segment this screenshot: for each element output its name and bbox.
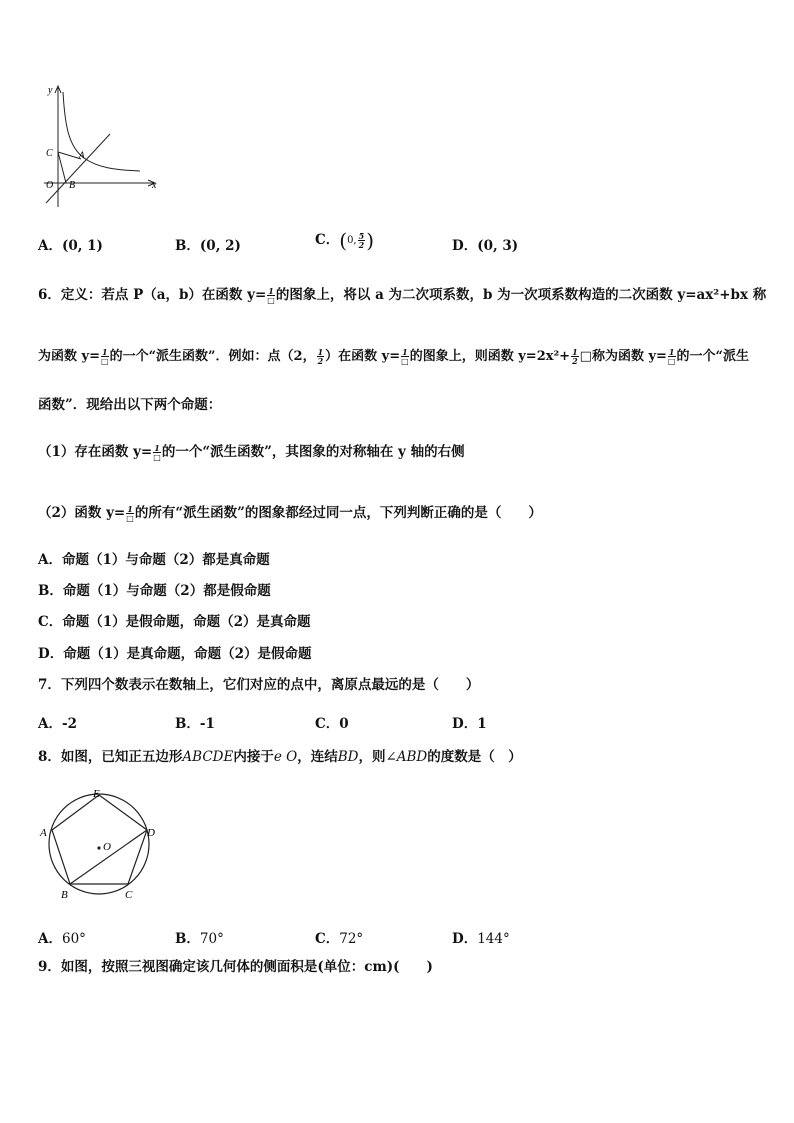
q6-line1-frac-den: □	[267, 295, 275, 305]
q5-option-b-text: (0, 2)	[199, 238, 241, 254]
q6-line2-part-e: □称为函数 y=	[579, 349, 667, 364]
q6-line2-frac3-num: 1	[668, 347, 675, 357]
q6-stem-line2	[38, 348, 749, 365]
q8-option-d-text: 144°	[477, 931, 510, 947]
q8-stem-bd: BD	[337, 749, 359, 765]
q5-option-d-letter: D．	[452, 238, 478, 254]
q6-line2-half-den: 2	[317, 356, 324, 366]
q6-proposition-1	[38, 444, 465, 461]
q8-option-a	[38, 927, 86, 947]
q7-option-a-text: -2	[61, 716, 77, 732]
q6-stem-line1	[38, 287, 766, 304]
q6-line2-frac1-num: 1	[101, 347, 108, 357]
q7-option-c-letter: C．	[315, 716, 340, 732]
q6-option-b: B．命题（1）与命题（2）都是假命题	[38, 583, 271, 599]
q5-option-d	[452, 234, 518, 254]
q8-pentagon-circle-figure	[36, 786, 166, 906]
q5-option-c-frac-num: 5	[358, 231, 365, 241]
q8-stem	[38, 749, 522, 765]
q6-line2-part-c: ）在函数 y=	[325, 349, 401, 364]
q6-line2-fraction-1	[101, 348, 109, 365]
q6-option-a: A．命题（1）与命题（2）都是真命题	[38, 552, 270, 568]
q7-option-d-text: 1	[477, 716, 487, 732]
q6-line2-frac2-num: 1	[402, 347, 408, 357]
q6-proposition-2	[38, 505, 542, 522]
q6-line2-part-b: 的一个“派生函数”．例如：点（2，	[109, 349, 316, 364]
q6-prop1-frac-num: 1	[154, 443, 160, 453]
q8-option-a-text: 60°	[61, 931, 86, 947]
q8-stem-part-d: ，则	[358, 749, 386, 765]
q9-stem: 9．如图，按照三视图确定该几何体的侧面积是(单位：cm)( )	[38, 959, 433, 975]
q6-line2-half2-num: 1	[572, 347, 578, 357]
q7-option-b	[175, 712, 215, 732]
q8-stem-part-a: 8．如图，已知正五边形	[38, 749, 183, 765]
q8-stem-part-b: 内接于	[233, 749, 274, 765]
q6-line2-fraction-half	[317, 348, 325, 365]
q5-option-c-frac-den: 2	[358, 240, 365, 250]
q8-option-d-letter: D．	[452, 931, 478, 947]
q7-option-a-letter: A．	[38, 716, 62, 732]
q6-line1-frac-num: 1	[268, 286, 274, 296]
q5-option-a	[38, 234, 103, 254]
q6-line2-frac2-den: □	[401, 356, 409, 366]
q6-line2-frac3-den: □	[667, 356, 676, 366]
q8-fig-label-a: A	[40, 827, 47, 839]
fig5-label-c: C	[46, 148, 53, 159]
q6-stem-line3: 函数”．现给出以下两个命题：	[38, 397, 222, 413]
q6-prop2-frac-den: □	[126, 513, 134, 523]
q8-option-b-text: 70°	[199, 931, 224, 947]
q8-option-c-letter: C．	[315, 931, 340, 947]
q6-prop2-frac-num: 1	[127, 504, 133, 514]
q5-option-a-letter: A．	[38, 238, 62, 254]
q6-line1-fraction	[267, 287, 275, 304]
q5-option-c: C．(0, $\frac{5}{2}$ )	[315, 228, 374, 253]
q8-fig-label-b: B	[61, 889, 68, 901]
q7-option-b-text: -1	[199, 716, 215, 732]
q6-prop2-fraction	[126, 505, 134, 522]
q6-prop1-part-a: （1）存在函数 y=	[38, 444, 153, 460]
q6-option-d: D．命题（1）是真命题，命题（2）是假命题	[38, 646, 312, 662]
q6-line2-half2-den: 2	[572, 356, 578, 366]
q6-line1-part-b: 的图象上，将以 a 为二次项系数，b 为一次项系数构造的二次函数 y=ax²+bx 称	[275, 287, 767, 303]
q6-option-c: C．命题（1）是假命题，命题（2）是真命题	[38, 614, 311, 630]
q8-fig-label-d: D	[147, 827, 155, 839]
q7-option-b-letter: B．	[175, 716, 200, 732]
q6-prop2-part-a: （2）函数 y=	[38, 505, 126, 521]
q7-option-d	[452, 712, 487, 732]
q8-option-c-text: 72°	[339, 931, 364, 947]
q8-stem-pentagon: ABCDE	[182, 749, 234, 765]
q5-option-a-text: (0, 1)	[61, 238, 103, 254]
q7-option-d-letter: D．	[452, 716, 478, 732]
q6-prop1-part-b: 的一个“派生函数”，其图象的对称轴在 y 轴的右侧	[161, 444, 465, 460]
fig5-label-x: x	[152, 180, 157, 191]
q6-line2-part-a: 为函数 y=	[38, 349, 100, 364]
q8-option-d	[452, 927, 510, 947]
q8-fig-label-e: E	[93, 788, 100, 800]
q6-line2-fraction-half-2	[571, 348, 579, 365]
q5-option-b	[175, 234, 241, 254]
q5-option-c-letter: C．	[315, 232, 340, 248]
q6-prop1-fraction	[153, 444, 161, 461]
q6-line2-fraction-2	[401, 348, 409, 365]
q6-line1-part-a: 6．定义：若点 P（a，b）在函数 y=	[38, 287, 267, 303]
q7-option-a	[38, 712, 77, 732]
q6-line2-part-d: 的图象上，则函数 y=2x²+	[409, 349, 571, 364]
q5-option-c-fraction	[358, 232, 366, 249]
q7-stem: 7．下列四个数表示在数轴上，它们对应的点中，离原点最远的是（ ）	[38, 677, 480, 693]
q8-stem-part-c: ，连结	[297, 749, 338, 765]
q8-fig-label-o: O	[103, 841, 111, 853]
q6-prop2-part-b: 的所有“派生函数”的图象都经过同一点，下列判断正确的是（ ）	[134, 505, 542, 521]
q8-option-c	[315, 927, 363, 947]
q7-option-c	[315, 712, 349, 732]
q5-option-d-text: (0, 3)	[477, 238, 519, 254]
fig5-label-b: B	[69, 180, 76, 191]
q6-line2-frac1-den: □	[100, 356, 109, 366]
q8-option-b-letter: B．	[175, 931, 200, 947]
fig5-label-o: O	[46, 180, 54, 191]
q5-option-b-letter: B．	[175, 238, 200, 254]
q6-line2-fraction-3	[668, 348, 676, 365]
q8-option-a-letter: A．	[38, 931, 62, 947]
q5-function-graph	[36, 82, 166, 212]
q8-fig-label-c: C	[125, 889, 133, 901]
q8-stem-circle: e O	[273, 749, 298, 765]
q6-line2-part-f: 的一个“派生	[676, 349, 749, 364]
q6-line2-half-num: 1	[317, 347, 324, 357]
q8-stem-part-e: 的度数是（ ）	[427, 749, 522, 765]
q8-stem-angle: ∠ABD	[385, 749, 428, 765]
fig5-label-a: A	[79, 150, 85, 160]
q6-prop1-frac-den: □	[153, 452, 161, 462]
fig5-label-y: y	[48, 85, 53, 96]
q7-option-c-text: 0	[339, 716, 349, 732]
q8-option-b	[175, 927, 224, 947]
